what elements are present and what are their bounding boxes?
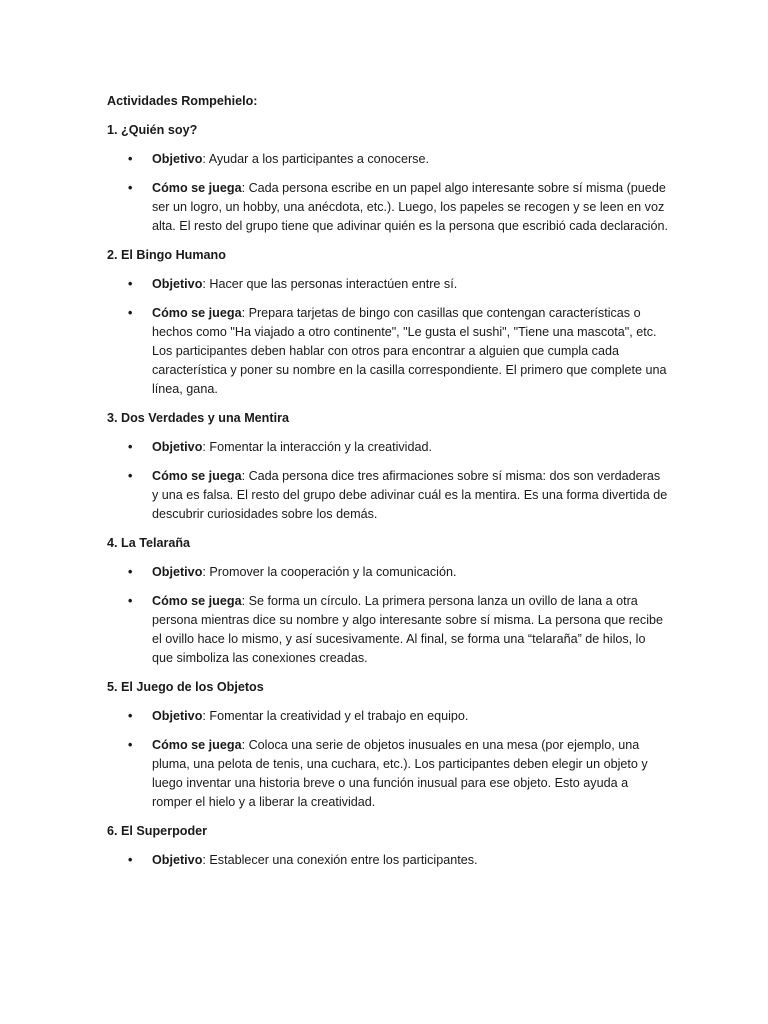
item-text: : Cada persona escribe en un papel algo interesante sobre sí misma (puede ser un logro, un hobby, una anécdota, etc.). Luego, los papeles se recogen y se leen en voz alta. El resto del grupo tiene que adivinar quién es la persona que escribió cada declaración. (152, 181, 668, 233)
section-heading: 5. El Juego de los Objetos (107, 680, 264, 694)
bullet-icon: • (128, 181, 133, 195)
activity-section (107, 409, 668, 524)
item-text: : Cada persona dice tres afirmaciones sobre sí misma: dos son verdaderas y una es falsa. El resto del grupo debe adivinar cuál es la mentira. Es una forma divertida de descubrir curiosidades sobre los demás. (152, 469, 668, 521)
bullet-icon: • (128, 709, 133, 723)
bullet-icon: • (128, 277, 133, 291)
item-label: Objetivo (152, 853, 203, 867)
item-label: Cómo se juega (152, 469, 242, 483)
list-item (107, 179, 668, 236)
list-item (107, 467, 668, 524)
activity-sections (107, 121, 668, 870)
section-heading: 4. La Telaraña (107, 536, 191, 550)
bullet-icon: • (128, 440, 133, 454)
item-text: : Promover la cooperación y la comunicación. (202, 565, 457, 579)
list-item (107, 707, 668, 726)
section-heading: 3. Dos Verdades y una Mentira (107, 411, 289, 425)
item-label: Cómo se juega (152, 738, 242, 752)
section-heading: 6. El Superpoder (107, 824, 208, 838)
item-text: : Establecer una conexión entre los participantes. (202, 853, 478, 867)
bullet-icon: • (128, 469, 133, 483)
item-text: : Fomentar la interacción y la creatividad. (202, 440, 432, 454)
item-text: : Hacer que las personas interactúen entre sí. (202, 277, 458, 291)
item-label: Objetivo (152, 709, 203, 723)
list-item (107, 150, 668, 169)
item-text: : Prepara tarjetas de bingo con casillas que contengan características o hechos como "Ha viajado a otro continente", "Le gusta el sushi", "Tiene una mascota", etc. Los participantes deben hablar con otros para encontrar a alguien que cumpla cada característica y poner su nombre en la casilla correspondiente. El primero que complete una línea, gana. (152, 306, 667, 396)
bullet-icon: • (128, 565, 133, 579)
section-heading: 1. ¿Quién soy? (107, 123, 198, 137)
list-item (107, 275, 668, 294)
list-item (107, 438, 668, 457)
item-label: Cómo se juega (152, 306, 242, 320)
bullet-icon: • (128, 853, 133, 867)
item-label: Objetivo (152, 152, 203, 166)
activity-section (107, 822, 668, 870)
list-item (107, 592, 668, 668)
activity-detail-list (107, 150, 668, 236)
activity-section (107, 246, 668, 399)
activity-section (107, 678, 668, 812)
activity-detail-list (107, 563, 668, 668)
item-label: Cómo se juega (152, 594, 242, 608)
bullet-icon: • (128, 738, 133, 752)
item-text: : Coloca una serie de objetos inusuales en una mesa (por ejemplo, una pluma, una pelota de tenis, una cuchara, etc.). Los participantes deben elegir un objeto y luego inventar una historia breve o una función inusual para ese objeto. Esto ayuda a romper el hielo y a liberar la creatividad. (152, 738, 648, 809)
bullet-icon: • (128, 152, 133, 166)
activity-section (107, 121, 668, 236)
activity-detail-list (107, 275, 668, 399)
document-title: Actividades Rompehielo: (107, 94, 258, 108)
bullet-icon: • (128, 306, 133, 320)
item-text: : Fomentar la creatividad y el trabajo en equipo. (202, 709, 469, 723)
activity-section (107, 534, 668, 668)
item-label: Objetivo (152, 565, 203, 579)
bullet-icon: • (128, 594, 133, 608)
activity-detail-list (107, 851, 668, 870)
list-item (107, 851, 668, 870)
item-text: : Se forma un círculo. La primera persona lanza un ovillo de lana a otra persona mientras dice su nombre y algo interesante sobre sí misma. La persona que recibe el ovillo hace lo mismo, y así sucesivamente. Al final, se forma una “telaraña” de hilos, lo que simboliza las conexiones creadas. (152, 594, 664, 665)
list-item (107, 736, 668, 812)
list-item (107, 563, 668, 582)
section-heading: 2. El Bingo Humano (107, 248, 226, 262)
item-label: Objetivo (152, 440, 203, 454)
item-label: Cómo se juega (152, 181, 242, 195)
list-item (107, 304, 668, 399)
activity-detail-list (107, 707, 668, 812)
item-label: Objetivo (152, 277, 203, 291)
activity-detail-list (107, 438, 668, 524)
item-text: : Ayudar a los participantes a conocerse. (202, 152, 429, 166)
